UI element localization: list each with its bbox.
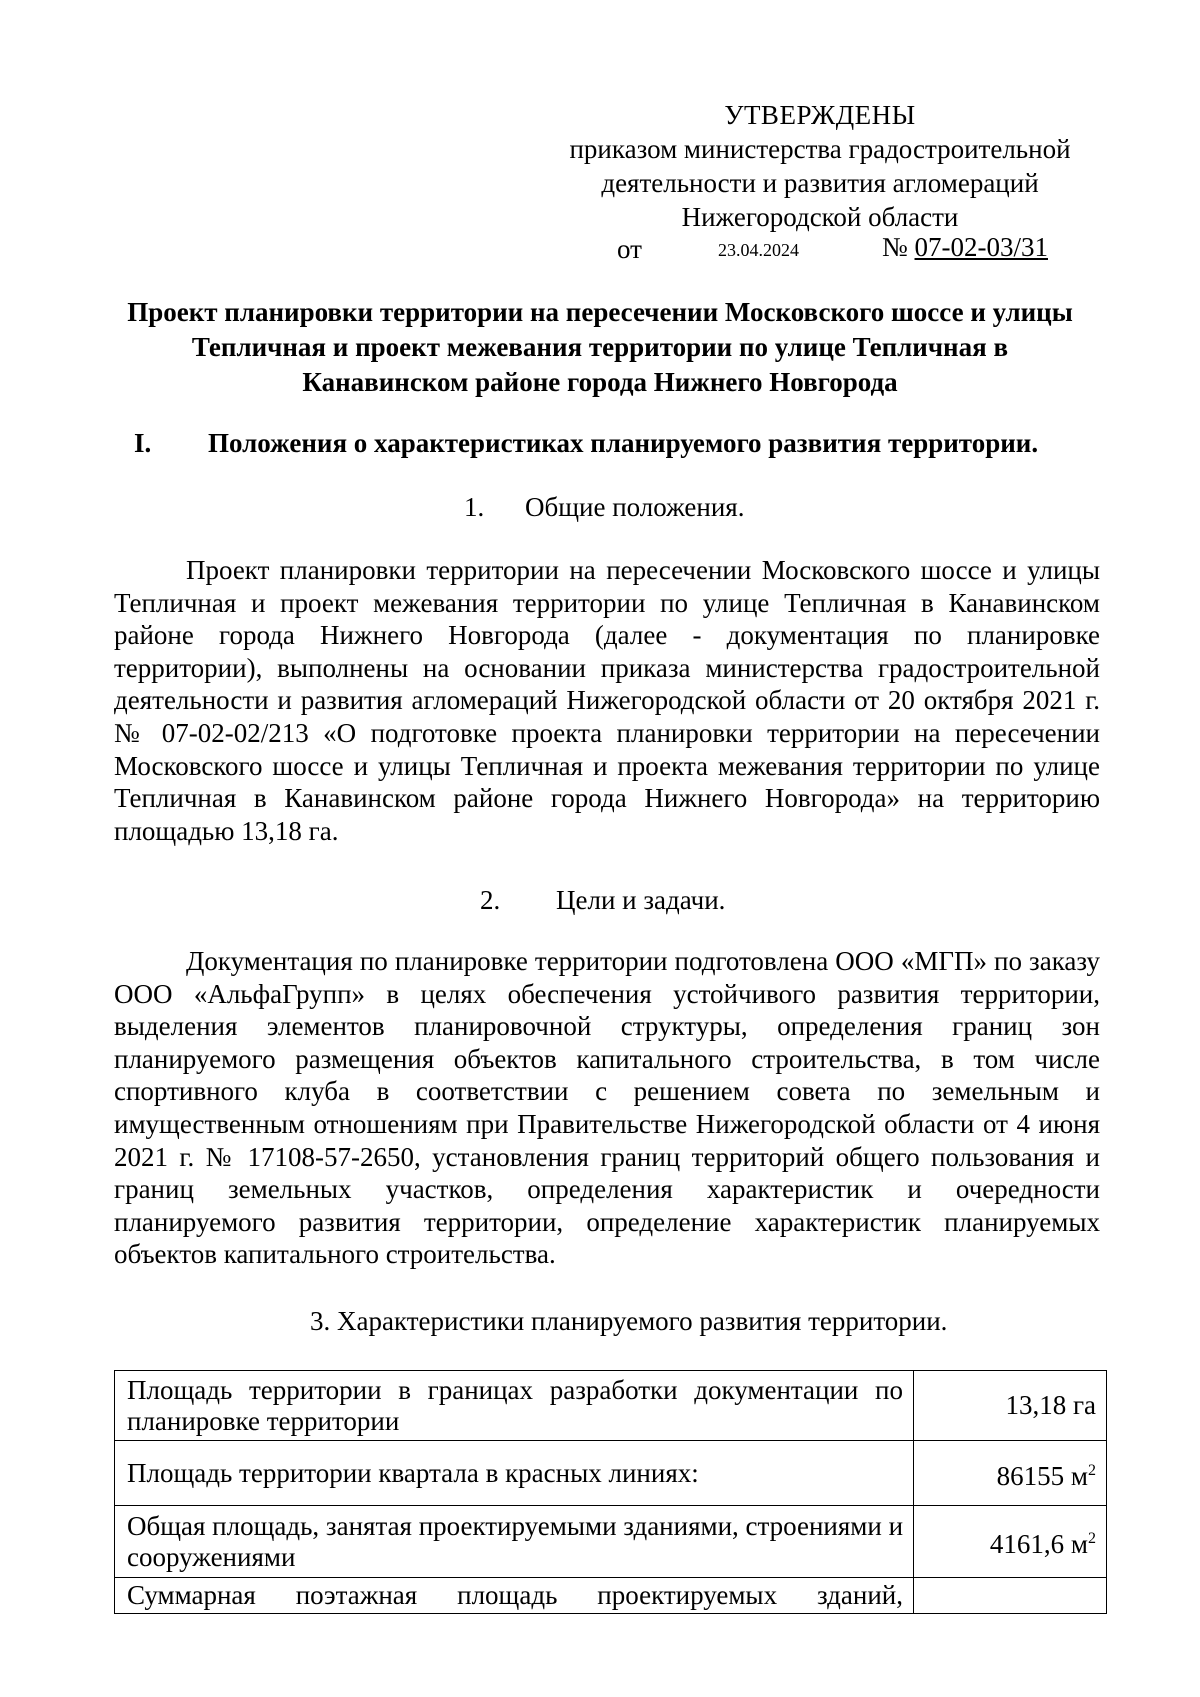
approval-block	[540, 98, 1100, 234]
subheading-number: 1.	[464, 492, 485, 522]
subheading-goals	[480, 885, 726, 916]
approval-line-3: Нижегородской области	[681, 202, 959, 232]
paragraph-general: Проект планировки территории на пересечении Московского шоссе и улицы Тепличная и проект межевания территории по улице Тепличная в Канавинском районе города Нижнего Новгорода (далее - документация по планировке территории), выполнены на основании приказа министерства градостроительной деятельности и развития агломераций Нижегородской области от 20 октября 2021 г. № 07-02-02/213 «О подготовке проекта планировки территории на пересечении Московского шоссе и улицы Тепличная и проекта межевания территории по улице Тепличная в Канавинском районе города Нижнего Новгорода» на территорию площадью 13,18 га.	[114, 555, 1100, 846]
section-number: I.	[134, 428, 152, 458]
characteristics-table	[114, 1370, 1107, 1614]
table-cell-label: Площадь территории в границах разработки документации по планировке территории	[115, 1371, 914, 1441]
table-cell-value: 13,18 га	[914, 1371, 1107, 1441]
table-cell-value	[914, 1578, 1107, 1614]
subheading-characteristics: 3. Характеристики планируемого развития территории.	[310, 1306, 948, 1336]
table-cell-value: 86155 $м^2$	[914, 1441, 1107, 1506]
table-row	[115, 1441, 1107, 1506]
approval-date: 23.04.2024	[718, 240, 799, 260]
approval-from-label: от	[617, 234, 642, 264]
section-heading	[134, 428, 1039, 459]
table-cell-label: Общая площадь, занятая проектируемыми зданиями, строениями и сооружениями	[115, 1506, 914, 1578]
section-title: Положения о характеристиках планируемого развития территории.	[208, 428, 1039, 458]
subheading-text: Цели и задачи.	[556, 885, 726, 915]
table-cell-label: Суммарная поэтажная площадь проектируемых зданий,	[115, 1578, 914, 1614]
subheading-general	[464, 492, 745, 523]
paragraph-goals: Документация по планировке территории подготовлена ООО «МГП» по заказу ООО «АльфаГрупп» в целях обеспечения устойчивого развития территории, выделения элементов планировочной структуры, определения границ зон планируемого размещения объектов капитального строительства, в том числе спортивного клуба в соответствии с решением совета по земельным и имущественным отношениям при Правительстве Нижегородской области от 4 июня 2021 г. № 17108-57-2650, установления границ территорий общего пользования и границ земельных участков, определения характеристик и очередности планируемого развития территории, определение характеристик планируемых объектов капитального строительства.	[114, 946, 1100, 1270]
approval-number	[882, 232, 1048, 263]
approval-number-value: 07-02-03/31	[914, 232, 1048, 262]
subheading-number: 2.	[480, 885, 501, 915]
approval-header: УТВЕРЖДЕНЫ	[724, 100, 916, 130]
table-row	[115, 1506, 1107, 1578]
approval-number-label: №	[882, 232, 908, 262]
subheading-text: Общие положения.	[525, 492, 745, 522]
approval-line-1: приказом министерства градостроительной	[569, 134, 1071, 164]
table-cell-value: 4161,6 $м^2$	[914, 1506, 1107, 1578]
table-row	[115, 1578, 1107, 1614]
document-title: Проект планировки территории на пересечении Московского шоссе и улицы Тепличная и проект межевания территории по улице Тепличная в Канавинском районе города Нижнего Новгорода	[127, 297, 1073, 397]
approval-line-2: деятельности и развития агломераций	[601, 168, 1039, 198]
table-row	[115, 1371, 1107, 1441]
table-cell-label: Площадь территории квартала в красных линиях:	[115, 1441, 914, 1506]
